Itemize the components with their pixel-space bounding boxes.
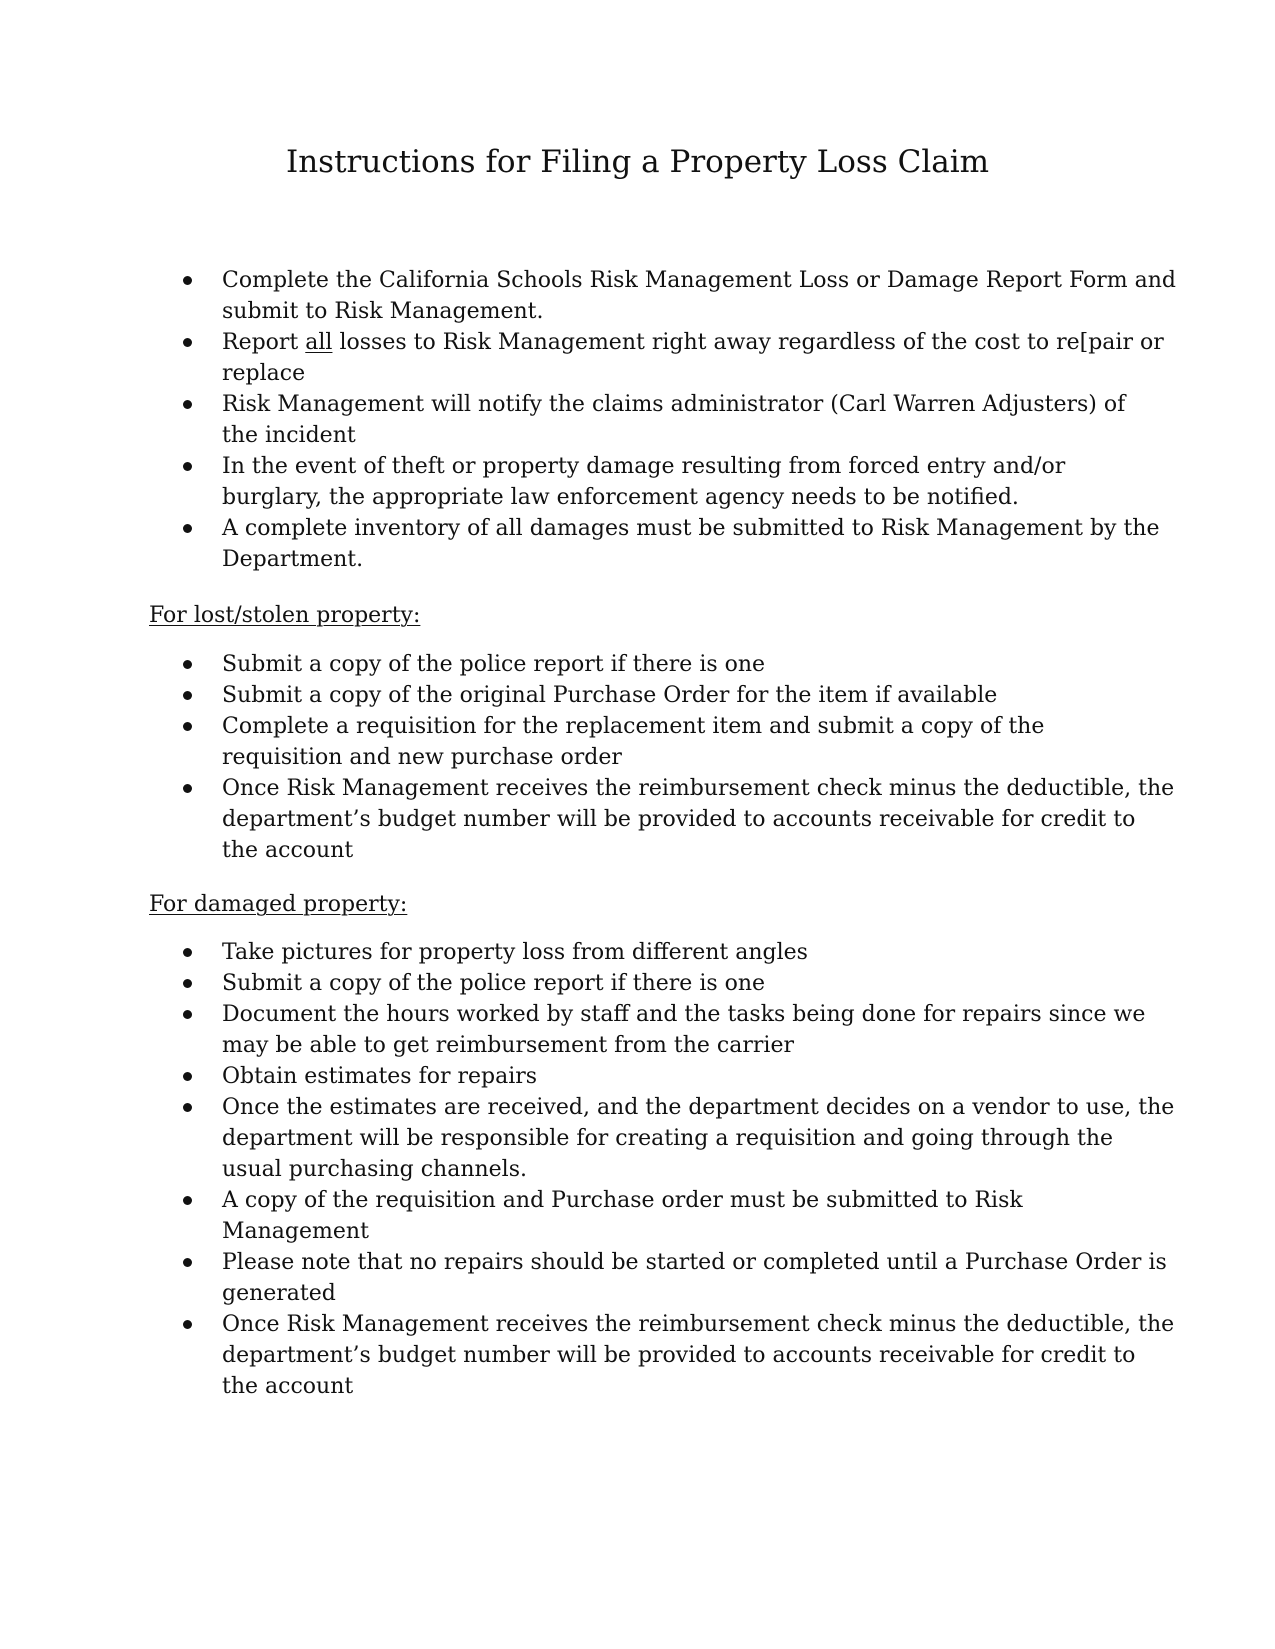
list-item [0, 1309, 1175, 1402]
list-item-text: Complete the California Schools Risk Management Loss or Damage Report Form and [222, 268, 1177, 293]
list-item-text: usual purchasing channels. [222, 1157, 528, 1182]
bullet-icon [183, 979, 192, 988]
list-item [0, 327, 1164, 389]
list-item [0, 1061, 1122, 1092]
bullet-icon [183, 462, 192, 471]
list-item-text: Please note that no repairs should be started or completed until a Purchase Order is [222, 1250, 1167, 1275]
list-item-text: Submit a copy of the original Purchase Order for the item if available [222, 683, 998, 708]
bullet-icon [183, 691, 192, 700]
list-item-text: the incident [222, 423, 356, 448]
list-item-text: department’s budget number will be provided to accounts receivable for credit to [222, 807, 1136, 832]
list-item [0, 1185, 1122, 1247]
list-item [0, 773, 1175, 866]
list-item [0, 968, 1122, 999]
list-item-text: Department. [222, 547, 364, 572]
list-item [0, 389, 1126, 451]
lost-stolen-list [0, 649, 1275, 866]
bullet-icon [183, 1258, 192, 1267]
list-item [0, 937, 1122, 968]
list-item-text: In the event of theft or property damage resulting from forced entry and/or [222, 454, 1066, 479]
bullet-icon [183, 722, 192, 731]
bullet-icon [183, 400, 192, 409]
list-item-text: replace [222, 361, 306, 386]
list-item-text: Once Risk Management receives the reimbursement check minus the deductible, the [222, 1312, 1175, 1337]
bullet-icon [183, 524, 192, 533]
list-item [0, 680, 1122, 711]
list-item-text: Take pictures for property loss from different angles [222, 940, 808, 965]
section-heading-damaged: For damaged property: [149, 892, 408, 917]
list-item-text-start: Report [222, 330, 306, 355]
list-item [0, 1247, 1167, 1309]
list-item-text: Submit a copy of the police report if there is one [222, 971, 766, 996]
list-item-text: Complete a requisition for the replacement item and submit a copy of the [222, 714, 1045, 739]
list-item-text: submit to Risk Management. [222, 299, 544, 324]
list-item-text: department will be responsible for creating a requisition and going through the [222, 1126, 1114, 1151]
list-item-text: A complete inventory of all damages must be submitted to Risk Management by the [222, 516, 1160, 541]
list-item-text: requisition and new purchase order [222, 745, 622, 770]
emphasized-word: all [305, 330, 333, 355]
general-instructions-list [0, 265, 1275, 575]
bullet-icon [183, 338, 192, 347]
bullet-icon [183, 1320, 192, 1329]
list-item [0, 265, 1177, 327]
list-item-text [222, 327, 1164, 358]
list-item [0, 1092, 1175, 1185]
page-title: Instructions for Filing a Property Loss Claim [285, 144, 990, 180]
list-item [0, 999, 1146, 1061]
list-item-text: the account [222, 1374, 354, 1399]
list-item-text: burglary, the appropriate law enforcement agency needs to be notified. [222, 485, 1019, 510]
list-item-text: the account [222, 838, 354, 863]
list-item-text: Document the hours worked by staff and the tasks being done for repairs since we [222, 1002, 1146, 1027]
bullet-icon [183, 1103, 192, 1112]
list-item-text: Once Risk Management receives the reimbursement check minus the deductible, the [222, 776, 1175, 801]
bullet-icon [183, 784, 192, 793]
bullet-icon [183, 660, 192, 669]
list-item-text: Once the estimates are received, and the department decides on a vendor to use, the [222, 1095, 1175, 1120]
bullet-icon [183, 276, 192, 285]
list-item [0, 451, 1122, 513]
list-item-text: may be able to get reimbursement from the carrier [222, 1033, 794, 1058]
bullet-icon [183, 1196, 192, 1205]
bullet-icon [183, 1072, 192, 1081]
list-item-text: Obtain estimates for repairs [222, 1064, 538, 1089]
list-item-text: Submit a copy of the police report if there is one [222, 652, 766, 677]
damaged-property-list [0, 937, 1275, 1402]
list-item [0, 513, 1160, 575]
bullet-icon [183, 1010, 192, 1019]
list-item [0, 711, 1122, 773]
list-item-text: A copy of the requisition and Purchase order must be submitted to Risk [222, 1188, 1023, 1213]
list-item-text: Risk Management will notify the claims administrator (Carl Warren Adjusters) of [222, 392, 1126, 417]
list-item-text-rest: losses to Risk Management right away regardless of the cost to re[pair or [332, 330, 1164, 355]
bullet-icon [183, 948, 192, 957]
list-item-text: department’s budget number will be provided to accounts receivable for credit to [222, 1343, 1136, 1368]
section-heading-lost-stolen: For lost/stolen property: [149, 603, 421, 628]
list-item-text: generated [222, 1281, 336, 1306]
list-item-text: Management [222, 1219, 369, 1244]
list-item [0, 649, 1122, 680]
